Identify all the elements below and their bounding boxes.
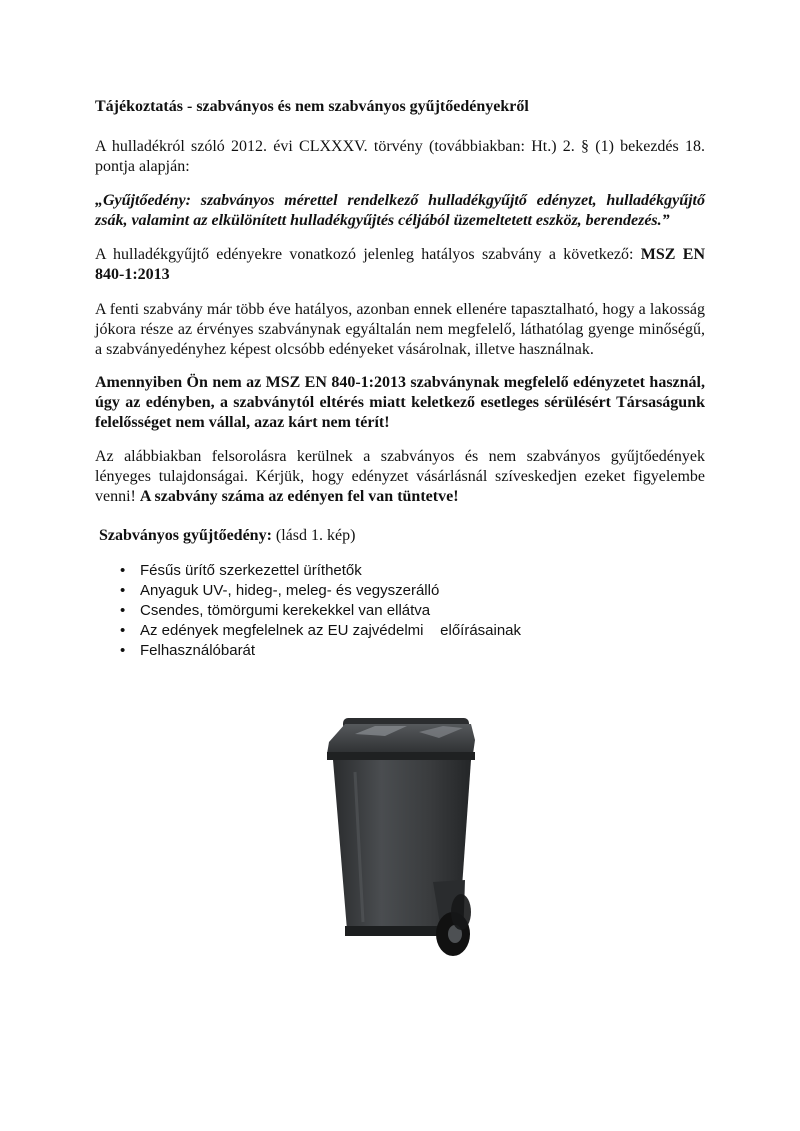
liability-warning: Amennyiben Ön nem az MSZ EN 840-1:2013 szabványnak megfelelő edényzetet használ, úgy az edényben, a szabványtól eltérés miatt keletkező esetleges sérülésért Társaságunk felelősséget nem vállal, azaz kárt nem térít! <box>95 374 705 431</box>
intro-paragraph: A hulladékról szóló 2012. évi CLXXXV. törvény (továbbiakban: Ht.) 2. § (1) bekezdés 18. pontja alapján: <box>95 138 705 175</box>
properties-bold-note: A szabvány száma az edényen fel van tüntetve! <box>139 488 459 505</box>
standard-bin-image <box>315 712 485 962</box>
definition-quote <box>95 191 705 231</box>
standard-heading-note: (lásd 1. kép) <box>271 527 356 544</box>
list-item: • Felhasználóbarát <box>95 641 705 661</box>
standard-properties-list <box>95 561 705 661</box>
document-title: Tájékoztatás - szabványos és nem szabványos gyűjtőedényekről <box>95 98 529 115</box>
standard-heading-label: Szabványos gyűjtőedény: <box>99 527 272 544</box>
properties-paragraph <box>95 447 705 507</box>
list-item: • Az edények megfelelnek az EU zajvédelmi előírásainak <box>95 621 705 641</box>
definition-term: „Gyűjtőedény: <box>95 192 191 209</box>
list-item: • Anyaguk UV-, hideg-, meleg- és vegyszerálló <box>95 581 705 601</box>
wheelie-bin-illustration <box>315 712 485 962</box>
standard-paragraph <box>95 245 705 285</box>
list-item: • Csendes, tömörgumi kerekekkel van ellátva <box>95 601 705 621</box>
definition-text: szabványos mérettel rendelkező hulladékgyűjtő edényzet, hulladékgyűjtő zsák, valamint az elkülönített hulladékgyűjtés céljából üzemeltetett eszköz, berendezés.” <box>95 192 705 229</box>
properties-text: Az alábbiakban felsorolásra kerülnek a szabványos és nem szabványos gyűjtőedények lényeges tulajdonságai. Kérjük, hogy edényzet vásárlásnál szíveskedjen ezeket figyelembe venni! <box>95 448 705 505</box>
list-item: • Fésűs ürítő szerkezettel üríthetők <box>95 561 705 581</box>
standard-section-heading <box>99 526 709 546</box>
standard-text: A hulladékgyűjtő edényekre vonatkozó jelenleg hatályos szabvány a következő: <box>95 246 641 263</box>
market-paragraph: A fenti szabvány már több éve hatályos, azonban ennek ellenére tapasztalható, hogy a lakosság jókora része az érvényes szabványnak egyáltalán nem megfelelő, láthatólag gyenge minőségű, a szabványedényhez képest olcsóbb edényeket vásárolnak, illetve használnak. <box>95 301 705 358</box>
standard-code: MSZ EN 840-1:2013 <box>95 246 706 283</box>
